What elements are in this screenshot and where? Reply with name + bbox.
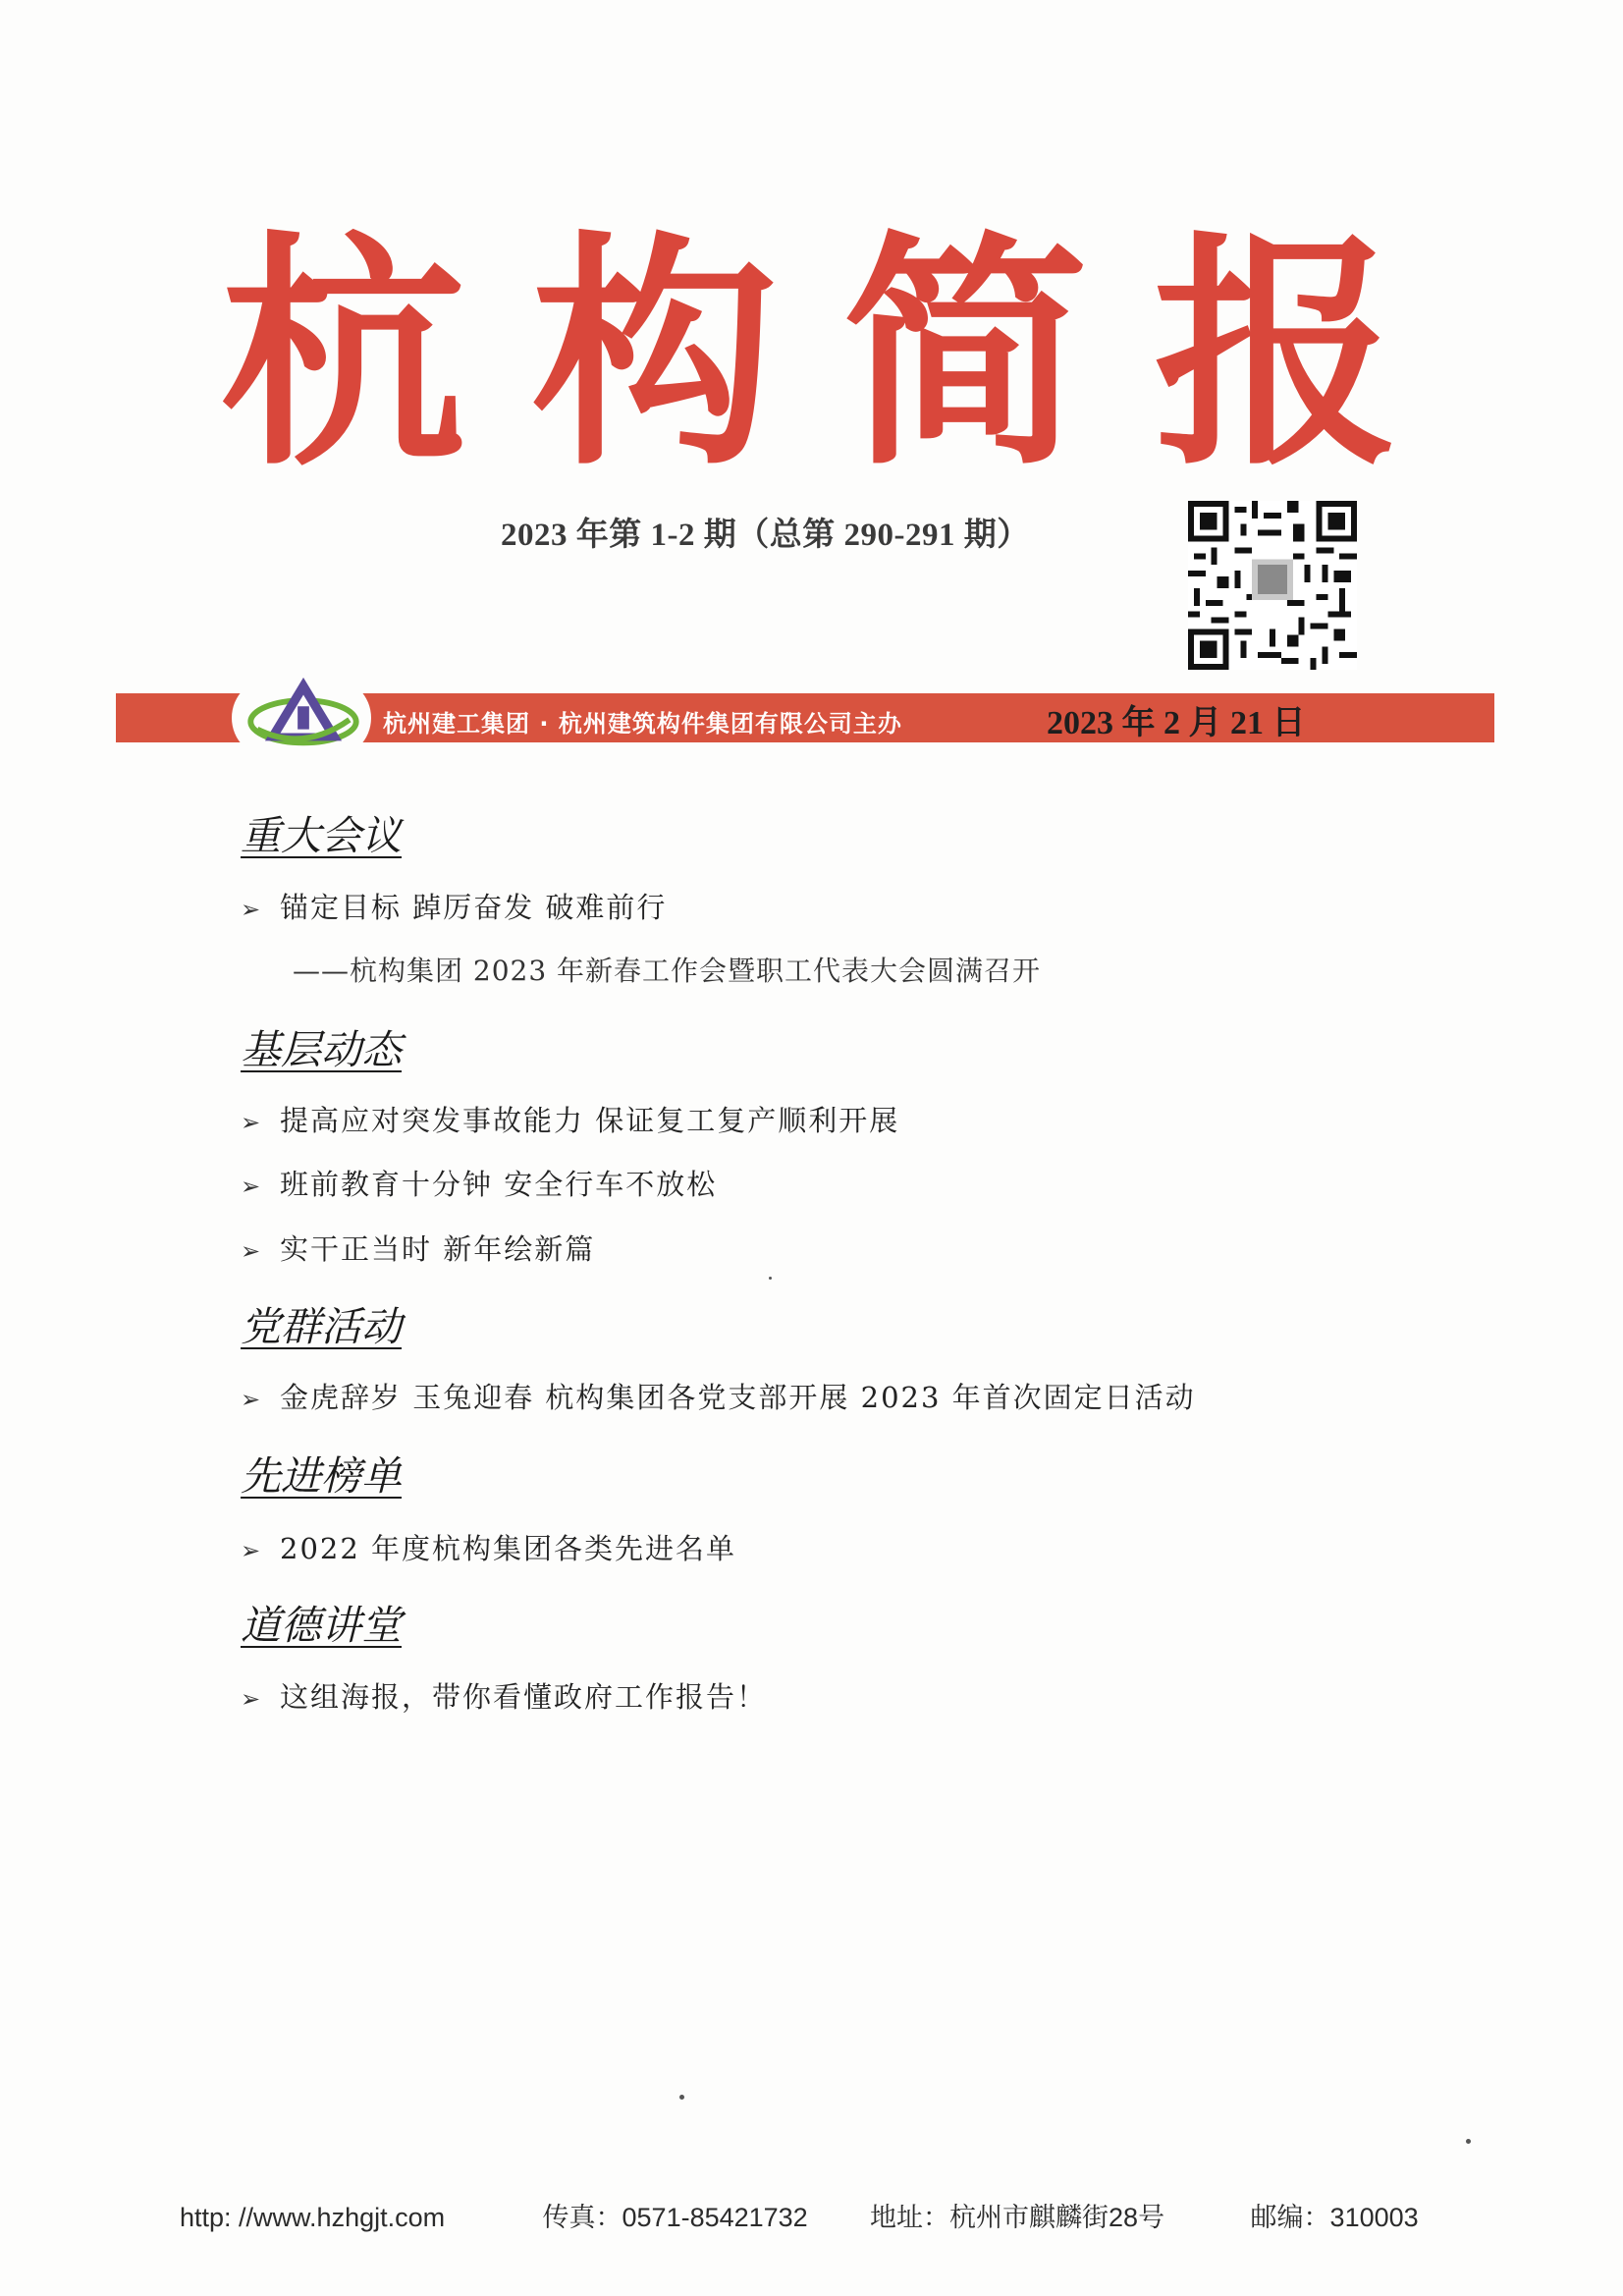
section-title[interactable]: 道德讲堂 bbox=[241, 1602, 402, 1649]
company-logo-icon bbox=[245, 674, 361, 756]
article-link[interactable] bbox=[241, 886, 667, 926]
article-title: 2022 年度杭构集团各类先进名单 bbox=[280, 1532, 737, 1565]
section-title[interactable]: 重大会议 bbox=[241, 812, 402, 859]
article-title: 班前教育十分钟 安全行车不放松 bbox=[280, 1168, 718, 1201]
article-link[interactable] bbox=[241, 1099, 899, 1139]
article-link[interactable] bbox=[241, 1228, 595, 1268]
masthead-char: 简 bbox=[842, 209, 1089, 498]
section-title[interactable]: 党群活动 bbox=[241, 1303, 402, 1350]
article-link[interactable] bbox=[241, 1163, 717, 1203]
article-link[interactable] bbox=[241, 1675, 767, 1716]
scan-speck bbox=[1466, 2139, 1471, 2144]
section-title[interactable]: 先进榜单 bbox=[241, 1452, 402, 1500]
footer-contact bbox=[180, 2196, 1419, 2234]
issue-date: 2023 年 2 月 21 日 bbox=[1047, 705, 1306, 741]
arrow-bullet-icon: ➢ bbox=[241, 1173, 263, 1200]
arrow-bullet-icon: ➢ bbox=[241, 1685, 263, 1713]
footer-fax: 传真：0571-85421732 bbox=[542, 2203, 808, 2232]
masthead-char: 报 bbox=[1153, 209, 1399, 498]
article-title: 实干正当时 新年绘新篇 bbox=[280, 1232, 596, 1266]
qr-code-icon bbox=[1188, 501, 1357, 670]
article-title: 这组海报，带你看懂政府工作报告！ bbox=[280, 1680, 768, 1714]
article-title: 锚定目标 踔厉奋发 破难前行 bbox=[280, 891, 668, 924]
article-link[interactable] bbox=[241, 1527, 736, 1567]
arrow-bullet-icon: ➢ bbox=[241, 1537, 263, 1564]
footer-website[interactable]: http: //www.hzhgjt.com bbox=[180, 2203, 446, 2232]
scan-speck bbox=[769, 1277, 772, 1280]
scan-speck bbox=[679, 2095, 684, 2100]
footer-address: 地址：杭州市麒麟街28号 bbox=[870, 2203, 1165, 2232]
article-title: 提高应对突发事故能力 保证复工复产顺利开展 bbox=[280, 1104, 900, 1137]
article-subtitle: ——杭构集团 2023 年新春工作会暨职工代表大会圆满召开 bbox=[293, 955, 1042, 987]
article-title: 金虎辞岁 玉兔迎春 杭构集团各党支部开展 2023 年首次固定日活动 bbox=[280, 1381, 1196, 1414]
masthead-title bbox=[196, 196, 1424, 511]
masthead-char: 构 bbox=[531, 209, 778, 498]
footer-postcode: 邮编：310003 bbox=[1250, 2203, 1419, 2232]
article-link[interactable] bbox=[241, 1376, 1196, 1416]
section-title[interactable]: 基层动态 bbox=[241, 1026, 402, 1073]
arrow-bullet-icon: ➢ bbox=[241, 1386, 263, 1413]
issue-number: 2023 年第 1-2 期（总第 290-291 期） bbox=[501, 518, 1030, 553]
arrow-bullet-icon: ➢ bbox=[241, 1237, 263, 1265]
organizer-text: 杭州建工集团 · 杭州建筑构件集团有限公司主办 bbox=[383, 710, 902, 738]
arrow-bullet-icon: ➢ bbox=[241, 896, 263, 923]
arrow-bullet-icon: ➢ bbox=[241, 1109, 263, 1136]
masthead-char: 杭 bbox=[221, 209, 466, 498]
